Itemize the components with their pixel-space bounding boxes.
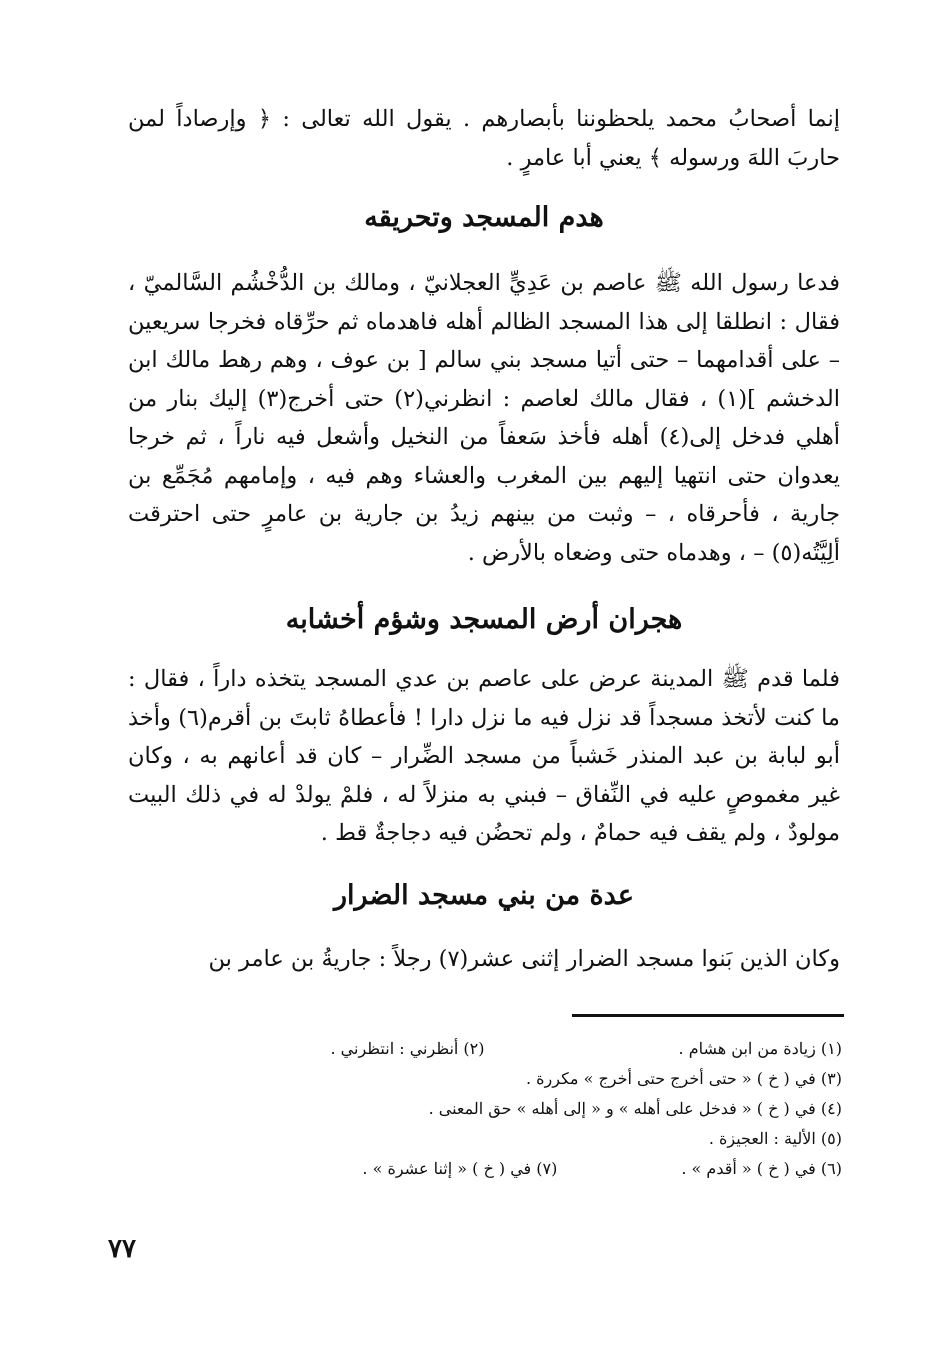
footnote-row bbox=[300, 1094, 842, 1124]
paragraph-demolition: فدعا رسول الله ﷺ عاصم بن عَدِيٍّ العجلانيّ ، ومالك بن الدُّخْشُم السَّالميّ ، فقال : انطلقا إلى هذا المسجد الظالم أهله فاهدماه ثم حرِّقاه فخرجا سريعين – على أقدامهما – حتى أتيا مسجد بني سالم [ بن عوف ، وهم رهط مالك ابن الدخشم ](١) ، فقال مالك لعاصم : انظرني(٢) حتى أخرج(٣) إليك بنار من أهلي فدخل إلى(٤) أهله فأخذ سَعفاً من النخيل وأشعل فيه ناراً ، ثم خرجا يعدوان حتى انتهيا إليهم بين المغرب والعشاء وهم فيه ، وإمامهم مُجَمِّع بن جارية ، فأحرقاه ، – وثبت من بينهم زيدُ بن جارية بن عامرٍ حتى احترقت ألِيَّتُه(٥) – ، وهدماه حتى وضعاه بالأرض . bbox=[128, 270, 841, 566]
footnote-row bbox=[300, 1154, 842, 1184]
footnote-row bbox=[300, 1124, 842, 1154]
intro-paragraph: إنما أصحابُ محمد يلحظوننا بأبصارهم . يقول الله تعالى : ﴿ وإرصاداً لمن حاربَ اللهَ ورسوله ﴾ يعني أبا عامرٍ . bbox=[128, 106, 840, 171]
section-heading-builders: عدة من بني مسجد الضرار bbox=[334, 880, 634, 911]
footnote-7: (٧) في ( خ ) « إثنا عشرة » . bbox=[362, 1159, 558, 1178]
footnote-row bbox=[300, 1034, 842, 1064]
footnote-6: (٦) في ( خ ) « أقدم » . bbox=[681, 1159, 842, 1178]
footnotes-list bbox=[300, 1034, 842, 1184]
footnote-row bbox=[300, 1064, 842, 1094]
page-number: ٧٧ bbox=[108, 1234, 136, 1264]
section-heading-demolition: هدم المسجد وتحريقه bbox=[364, 202, 604, 233]
footnote-1: (١) زيادة من ابن هشام . bbox=[678, 1039, 842, 1058]
footnote-3: (٣) في ( خ ) « حتى أخرج حتى أخرج » مكررة . bbox=[525, 1069, 842, 1088]
footnote-4: (٤) في ( خ ) « فدخل على أهله » و « إلى أهله » حق المعنى . bbox=[428, 1099, 842, 1118]
paragraph-abandonment: فلما قدم ﷺ المدينة عرض على عاصم بن عدي المسجد يتخذه داراً ، فقال : ما كنت لأتخذ مسجداً قد نزل فيه ما نزل دارا ! فأعطاهُ ثابتَ بن أقرم(٦) وأخذ أبو لبابة بن عبد المنذر خَشباً من مسجد الضِّرار – كان قد أعانهم به ، وكان غير مغموصٍ عليه في النِّفاق – فبني به منزلاً له ، فلمْ يولدْ له في ذلك البيت مولودٌ ، ولم يقف فيه حمامٌ ، ولم تحضُن فيه دجاجةٌ قط . bbox=[128, 666, 840, 846]
section-heading-abandonment: هجران أرض المسجد وشؤم أخشابه bbox=[285, 604, 683, 635]
footnote-divider bbox=[572, 1014, 844, 1017]
footnote-2: (٢) أنظرني : انتظرني . bbox=[330, 1039, 485, 1058]
paragraph-builders: وكان الذين بَنوا مسجد الضرار إثنى عشر(٧) رجلاً : جاريةُ بن عامر بن bbox=[208, 946, 840, 972]
footnote-5: (٥) الألية : العجيزة . bbox=[708, 1129, 842, 1148]
